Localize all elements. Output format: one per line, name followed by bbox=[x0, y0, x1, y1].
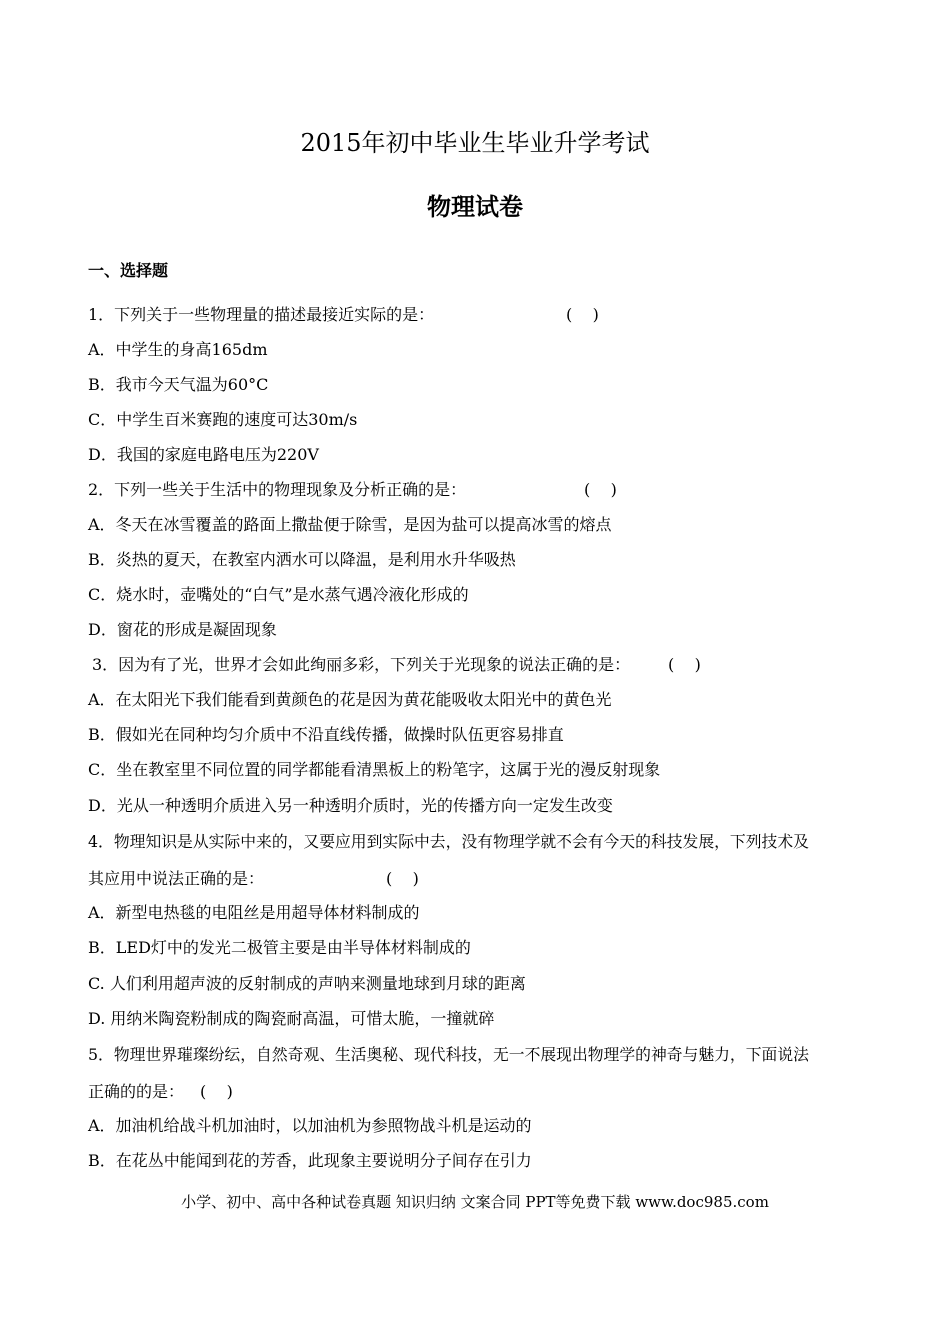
question-1-option-d: D．我国的家庭电路电压为220V bbox=[88, 445, 319, 464]
question-3-option-c: C．坐在教室里不同位置的同学都能看清黑板上的粉笔字，这属于光的漫反射现象 bbox=[88, 760, 661, 779]
question-5-option-a: A．加油机给战斗机加油时，以加油机为参照物战斗机是运动的 bbox=[88, 1116, 532, 1135]
question-2-option-b: B．炎热的夏天，在教室内洒水可以降温，是利用水升华吸热 bbox=[88, 550, 516, 569]
question-3-stem: 3．因为有了光，世界才会如此绚丽多彩，下列关于光现象的说法正确的是： bbox=[92, 655, 631, 674]
exam-subtitle: 物理试卷 bbox=[427, 193, 523, 221]
question-4-option-c: C. 人们利用超声波的反射制成的声呐来测量地球到月球的距离 bbox=[88, 974, 526, 993]
question-4-stem-line1: 4．物理知识是从实际中来的，又要应用到实际中去，没有物理学就不会有今天的科技发展，下列技术及 bbox=[88, 832, 809, 851]
question-4-option-d: D. 用纳米陶瓷粉制成的陶瓷耐高温，可惜太脆，一撞就碎 bbox=[88, 1009, 495, 1028]
section-heading: 一、选择题 bbox=[88, 261, 169, 280]
question-2-option-a: A．冬天在冰雪覆盖的路面上撒盐便于除雪，是因为盐可以提高冰雪的熔点 bbox=[88, 515, 612, 534]
question-2-option-d: D．窗花的形成是凝固现象 bbox=[88, 620, 277, 639]
question-1-option-a: A．中学生的身高165dm bbox=[88, 340, 268, 359]
question-4-answer-blank: ( ) bbox=[386, 869, 419, 888]
exam-title: 2015年初中毕业生毕业升学考试 bbox=[300, 129, 650, 157]
question-3-answer-blank: ( ) bbox=[668, 655, 701, 674]
question-5-stem-line1: 5．物理世界璀璨纷纭，自然奇观、生活奥秘、现代科技，无一不展现出物理学的神奇与魅力，下面说法 bbox=[88, 1045, 809, 1064]
question-1-answer-blank: ( ) bbox=[566, 305, 599, 324]
question-3-option-b: B．假如光在同种均匀介质中不沿直线传播，做操时队伍更容易排直 bbox=[88, 725, 564, 744]
question-1-option-b: B．我市今天气温为60°C bbox=[88, 375, 269, 394]
question-1-option-c: C．中学生百米赛跑的速度可达30m/s bbox=[88, 410, 358, 429]
question-2-answer-blank: ( ) bbox=[584, 480, 617, 499]
question-4-option-b: B．LED灯中的发光二极管主要是由半导体材料制成的 bbox=[88, 938, 471, 957]
question-4-stem-line2: 其应用中说法正确的是： bbox=[88, 869, 265, 888]
question-3-option-a: A．在太阳光下我们能看到黄颜色的花是因为黄花能吸收太阳光中的黄色光 bbox=[88, 690, 612, 709]
question-3-option-d: D．光从一种透明介质进入另一种透明介质时，光的传播方向一定发生改变 bbox=[88, 796, 613, 815]
question-2-option-c: C．烧水时，壶嘴处的“白气”是水蒸气遇冷液化形成的 bbox=[88, 585, 469, 604]
question-5-answer-blank: ( ) bbox=[200, 1082, 233, 1101]
page-footer: 小学、初中、高中各种试卷真题 知识归纳 文案合同 PPT等免费下载 www.doc985.com bbox=[181, 1193, 769, 1211]
question-5-option-b: B．在花丛中能闻到花的芳香，此现象主要说明分子间存在引力 bbox=[88, 1151, 532, 1170]
question-1-stem: 1．下列关于一些物理量的描述最接近实际的是： bbox=[88, 305, 435, 324]
question-5-stem-line2: 正确的的是： bbox=[88, 1082, 185, 1101]
question-4-option-a: A．新型电热毯的电阻丝是用超导体材料制成的 bbox=[88, 903, 420, 922]
question-2-stem: 2．下列一些关于生活中的物理现象及分析正确的是： bbox=[88, 480, 467, 499]
